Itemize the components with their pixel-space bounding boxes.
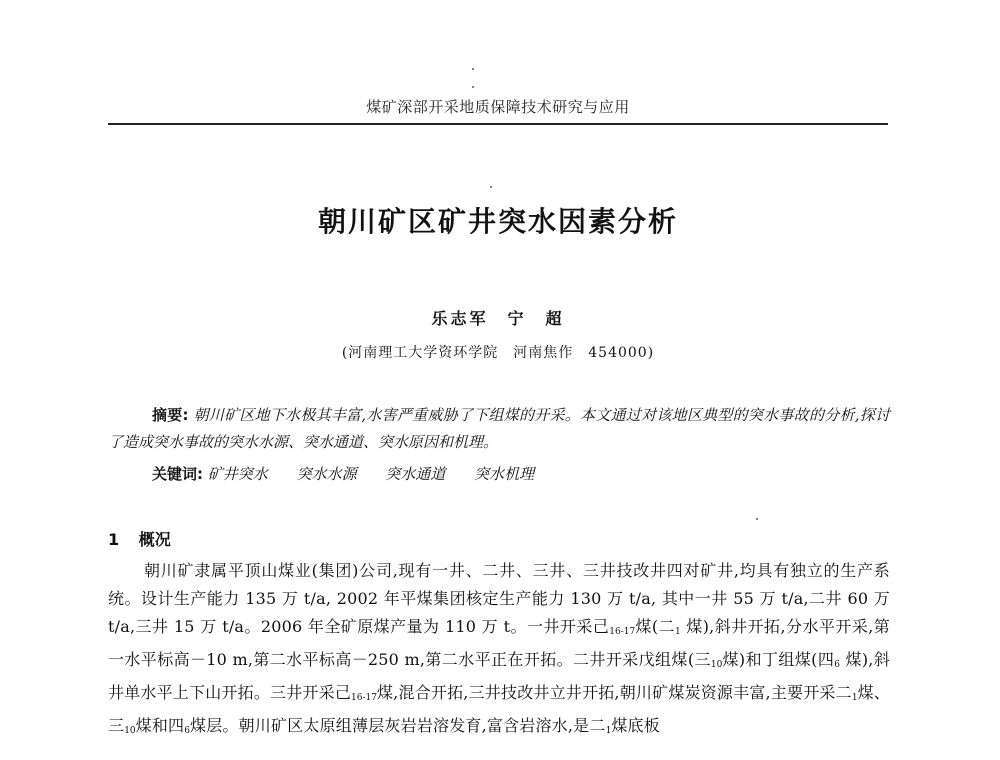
subscript: 10 [710, 660, 723, 670]
keywords [152, 463, 892, 484]
affiliation: (河南理工大学资环学院 河南焦作 454000) [341, 345, 655, 361]
subscript: 16-17 [351, 693, 377, 703]
body-text-run: 煤层。朝川矿区太原组薄层灰岩岩溶发育,富含岩溶水,是二 [190, 716, 606, 735]
abstract-text: 朝川矿区地下水极其丰富,水害严重威胁了下组煤的开采。本文通过对该地区典型的突水事故的分析,探讨了造成突水事故的突水水源、突水通道、突水原因和机理。 [108, 406, 890, 451]
body-text-run: 煤、三 [108, 683, 890, 735]
subscript: 1 [675, 627, 681, 637]
keyword-item: 突水水源 [296, 465, 357, 483]
body-text-run: 煤(二 [635, 617, 676, 636]
scan-speck [472, 86, 474, 88]
scan-speck [490, 186, 492, 188]
body-text-run: 煤),斜井开拓,分水平开采,第一水平标高－10 m,第二水平标高－250 m,第二水平正在开拓。二井开采戊组煤(三 [108, 617, 890, 669]
section-number: 1 [108, 530, 120, 549]
body-text-run: 煤,混合开拓,三井技改井立井开拓,朝川矿煤炭资源丰富,主要开采二 [377, 683, 852, 702]
body-text-run: 煤),斜井单水平上下山开拓。三井开采己 [108, 650, 890, 702]
body-text-run: 朝川矿隶属平顶山煤业(集团)公司,现有一井、二井、三井、三井技改井四对矿井,均具有独立的生产系统。设计生产能力 135 万 t/a, 2002 年平煤集团核定生产能力 130 万 t/a, 其中一井 55 万 t/a,二井 60 万 t/a,三井 15 万 t/a。2006 年全矿原煤产量为 110 万 t。一井开采己 [108, 561, 890, 636]
section-title: 概况 [138, 530, 171, 549]
section-heading [108, 527, 508, 550]
keyword-item: 突水机理 [474, 465, 535, 483]
body-paragraph [108, 557, 890, 745]
subscript: 10 [124, 726, 136, 736]
header-rule [108, 123, 888, 125]
paper-title: 朝川矿区矿井突水因素分析 [317, 205, 678, 238]
body-text-run: 煤和四 [135, 716, 185, 735]
running-header: 煤矿深部开采地质保障技术研究与应用 [366, 98, 630, 116]
body-text-run: 煤底板 [611, 716, 660, 735]
body-text-run: 煤)和丁组煤(四 [722, 650, 835, 669]
authors: 乐志军 宁 超 [431, 309, 565, 328]
abstract [108, 402, 890, 456]
abstract-label: 摘要: [152, 406, 189, 424]
subscript: 16-17 [609, 627, 636, 637]
subscript: 6 [184, 726, 190, 736]
keyword-item: 矿井突水 [207, 465, 268, 483]
keywords-label: 关键词: [152, 465, 203, 483]
subscript: 1 [851, 693, 858, 703]
keyword-item: 突水通道 [385, 465, 446, 483]
scan-speck [756, 518, 758, 520]
scan-speck [472, 68, 474, 70]
subscript: 1 [605, 726, 612, 736]
subscript: 6 [834, 660, 840, 670]
